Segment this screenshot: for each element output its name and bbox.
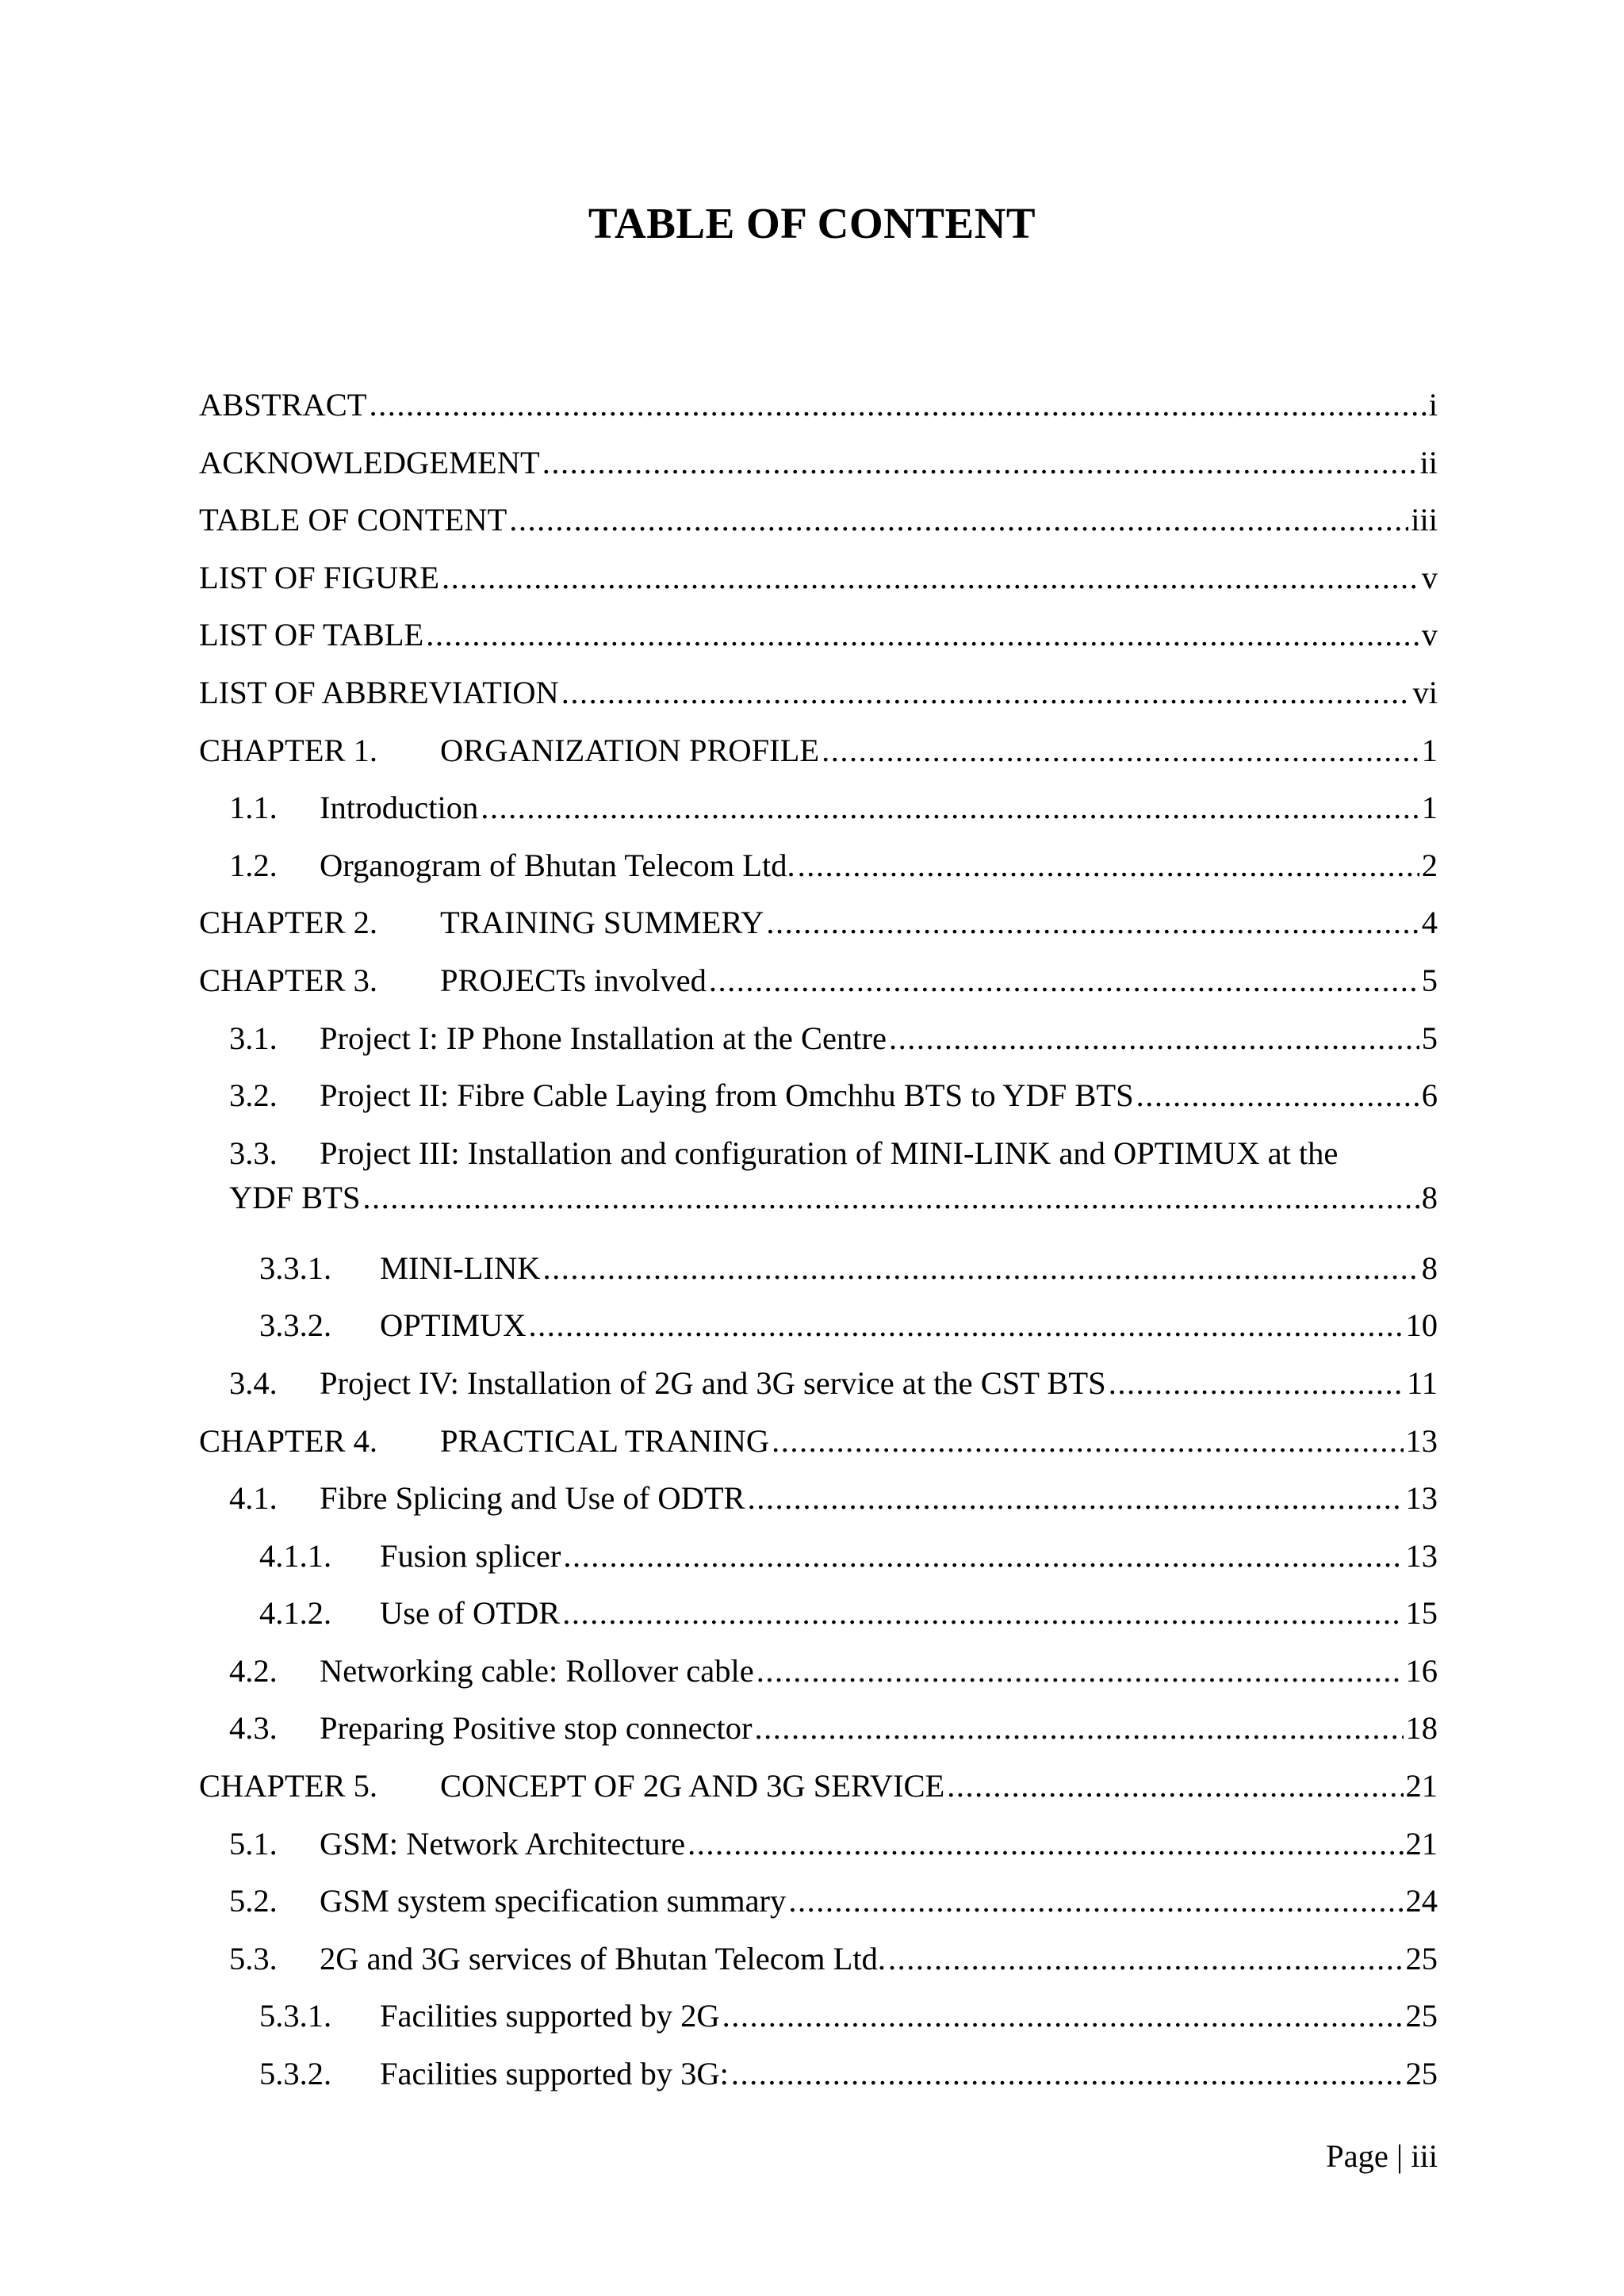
toc-entry-page: 6 <box>1421 1077 1438 1114</box>
dot-leader <box>748 1470 1404 1528</box>
dot-leader <box>722 1988 1404 2045</box>
toc-entry-number: 5.3.2. <box>259 2056 332 2092</box>
toc-entry-number: 1.2. <box>229 847 278 883</box>
toc-section-entry[interactable] <box>199 1700 1438 1758</box>
toc-subsection-entry[interactable] <box>199 1988 1438 2045</box>
toc-entry-label: Project IV: Installation of 2G and 3G service at the CST BTS <box>320 1364 1106 1401</box>
toc-entry-label: Preparing Positive stop connector <box>320 1710 753 1747</box>
toc-entry-label: TABLE OF CONTENT <box>199 502 508 538</box>
toc-entry-label-continued: YDF BTS <box>229 1179 361 1215</box>
dot-leader <box>889 1010 1419 1068</box>
dot-leader <box>362 1174 1419 1222</box>
dot-leader <box>766 894 1419 952</box>
dot-leader <box>756 1643 1404 1701</box>
toc-entry-page: 13 <box>1405 1422 1438 1459</box>
toc-entry-label: LIST OF FIGURE <box>199 559 440 595</box>
toc-entry-label: GSM system specification summary <box>320 1883 787 1919</box>
toc-entry-page: 5 <box>1421 962 1438 998</box>
dot-leader <box>1109 1355 1404 1413</box>
toc-subsection-entry[interactable] <box>199 1297 1438 1355</box>
dot-leader <box>1136 1067 1419 1125</box>
toc-entry-label: Facilities supported by 2G <box>380 1998 720 2034</box>
toc-entry-page: 18 <box>1405 1710 1438 1747</box>
toc-entry-number: 3.4. <box>229 1364 278 1401</box>
toc-entry-page: 25 <box>1405 1998 1438 2034</box>
toc-entry-page: 10 <box>1405 1307 1438 1344</box>
toc-entry-page: 2 <box>1421 847 1438 883</box>
toc-entry-label: PRACTICAL TRANING <box>440 1422 770 1459</box>
toc-chapter-entry[interactable] <box>199 1413 1438 1471</box>
toc-entry-label: Use of OTDR <box>380 1595 561 1632</box>
toc-entry-label: Facilities supported by 3G: <box>380 2056 729 2092</box>
toc-entry[interactable] <box>199 434 1438 492</box>
toc-entry-label: ORGANIZATION PROFILE <box>440 732 820 768</box>
dot-leader <box>562 1585 1403 1643</box>
toc-entry-page: 1 <box>1421 790 1438 826</box>
dot-leader <box>888 1931 1404 1988</box>
toc-entry-label: Project I: IP Phone Installation at the Centre <box>320 1020 887 1056</box>
dot-leader <box>822 722 1419 780</box>
toc-chapter-entry[interactable] <box>199 1758 1438 1816</box>
toc-entry-number: CHAPTER 4. <box>199 1422 378 1459</box>
toc-entry-number: 5.2. <box>229 1883 278 1919</box>
toc-entry-page: 13 <box>1405 1537 1438 1574</box>
toc-entry-label: MINI-LINK <box>380 1249 541 1286</box>
toc-section-entry[interactable] <box>199 779 1438 837</box>
toc-entry-label: LIST OF ABBREVIATION <box>199 674 559 710</box>
toc-entry-page: 5 <box>1421 1020 1438 1056</box>
toc-entry-label: Introduction <box>320 790 479 826</box>
dot-leader <box>563 1528 1403 1586</box>
toc-section-entry[interactable] <box>199 837 1438 895</box>
toc-entry-page: i <box>1428 387 1438 423</box>
toc-entry-label: TRAINING SUMMERY <box>440 905 764 941</box>
toc-entry-number: 1.1. <box>229 790 278 826</box>
toc-entry-label: LIST OF TABLE <box>199 617 424 653</box>
toc-chapter-entry[interactable] <box>199 722 1438 780</box>
dot-leader <box>798 837 1419 895</box>
toc-entry-number: 5.3. <box>229 1940 278 1976</box>
toc-chapter-entry[interactable] <box>199 894 1438 952</box>
toc-entry-page: 16 <box>1405 1652 1438 1689</box>
toc-entry-number: 4.2. <box>229 1652 278 1689</box>
dot-leader <box>561 664 1411 722</box>
toc-entry-page: iii <box>1411 502 1438 538</box>
toc-entry-page: 21 <box>1405 1825 1438 1862</box>
toc-subsection-entry[interactable] <box>199 1240 1438 1298</box>
toc-entry-page: 15 <box>1405 1595 1438 1632</box>
toc-entry-number: 4.1.1. <box>259 1537 332 1574</box>
toc-section-entry[interactable] <box>199 1125 1438 1174</box>
toc-entry-page: vi <box>1412 674 1438 710</box>
toc-section-entry[interactable] <box>199 1067 1438 1125</box>
toc-entry-label: Project III: Installation and configuration of MINI-LINK and OPTIMUX at the <box>320 1135 1339 1171</box>
page-footer: Page | iii <box>1326 2138 1438 2174</box>
toc-section-entry[interactable] <box>199 1355 1438 1413</box>
toc-entry-label: Fusion splicer <box>380 1537 561 1574</box>
toc-entry-page: v <box>1421 617 1438 653</box>
dot-leader <box>772 1413 1403 1471</box>
toc-entry-page: 1 <box>1421 732 1438 768</box>
toc-section-entry[interactable] <box>199 1931 1438 1988</box>
toc-entry[interactable] <box>199 377 1438 434</box>
toc-entry[interactable] <box>199 664 1438 722</box>
toc-entry-label: Project II: Fibre Cable Laying from Omchhu BTS to YDF BTS <box>320 1077 1134 1114</box>
toc-entry-page: 25 <box>1405 1940 1438 1976</box>
toc-entry-number: 3.3. <box>229 1135 278 1171</box>
toc-entry-number: CHAPTER 1. <box>199 732 378 768</box>
toc-entry-label: 2G and 3G services of Bhutan Telecom Ltd. <box>320 1940 886 1976</box>
toc-entry-number: 4.3. <box>229 1710 278 1747</box>
toc-entry-label: Networking cable: Rollover cable <box>320 1652 754 1689</box>
toc-entry-number: 5.3.1. <box>259 1998 332 2034</box>
toc-entry-label: CONCEPT OF 2G AND 3G SERVICE <box>440 1768 945 1804</box>
toc-entry-page: 25 <box>1405 2056 1438 2092</box>
toc-entry-page: 13 <box>1405 1480 1438 1517</box>
dot-leader <box>481 779 1419 837</box>
dot-leader <box>755 1700 1404 1758</box>
table-of-contents <box>199 377 1438 2103</box>
toc-entry-label: Fibre Splicing and Use of ODTR <box>320 1480 745 1517</box>
toc-chapter-entry[interactable] <box>199 952 1438 1010</box>
toc-entry-number: 3.2. <box>229 1077 278 1114</box>
toc-entry[interactable] <box>199 549 1438 607</box>
toc-entry-label: ACKNOWLEDGEMENT <box>199 444 540 480</box>
toc-entry-number: 3.1. <box>229 1020 278 1056</box>
dot-leader <box>426 607 1419 664</box>
toc-entry-number: CHAPTER 5. <box>199 1768 378 1804</box>
toc-section-entry[interactable] <box>199 1643 1438 1701</box>
toc-entry-label: ABSTRACT <box>199 387 367 423</box>
toc-entry[interactable] <box>199 492 1438 549</box>
toc-entry-number: 5.1. <box>229 1825 278 1862</box>
dot-leader <box>788 1873 1403 1931</box>
toc-entry-page: ii <box>1419 444 1438 480</box>
dot-leader <box>709 952 1419 1010</box>
toc-entry-label: OPTIMUX <box>380 1307 527 1344</box>
dot-leader <box>509 492 1408 549</box>
toc-section-entry-continuation[interactable] <box>199 1174 1438 1240</box>
toc-entry-page: 8 <box>1421 1179 1438 1215</box>
toc-entry-number: CHAPTER 2. <box>199 905 378 941</box>
dot-leader <box>542 434 1418 492</box>
dot-leader <box>442 549 1419 607</box>
toc-entry-number: 3.3.1. <box>259 1249 332 1286</box>
toc-section-entry[interactable] <box>199 1816 1438 1873</box>
toc-entry-page: v <box>1421 559 1438 595</box>
page-title: TABLE OF CONTENT <box>588 199 1036 247</box>
toc-entry[interactable] <box>199 607 1438 664</box>
toc-section-entry[interactable] <box>199 1873 1438 1931</box>
dot-leader <box>529 1297 1404 1355</box>
toc-entry-number: 4.1.2. <box>259 1595 332 1632</box>
toc-entry-number: 3.3.2. <box>259 1307 332 1344</box>
dot-leader <box>688 1816 1403 1873</box>
toc-entry-label: Organogram of Bhutan Telecom Ltd. <box>320 847 795 883</box>
toc-entry-page: 4 <box>1421 905 1438 941</box>
toc-subsection-entry[interactable] <box>199 2045 1438 2103</box>
toc-entry-page: 8 <box>1421 1249 1438 1286</box>
toc-subsection-entry[interactable] <box>199 1528 1438 1586</box>
toc-entry-label: GSM: Network Architecture <box>320 1825 686 1862</box>
toc-subsection-entry[interactable] <box>199 1585 1438 1643</box>
dot-leader <box>370 377 1427 434</box>
toc-entry-label: PROJECTs involved <box>440 962 707 998</box>
toc-entry-page: 11 <box>1407 1364 1438 1401</box>
dot-leader <box>947 1758 1403 1816</box>
toc-entry-number: CHAPTER 3. <box>199 962 378 998</box>
toc-entry-page: 24 <box>1405 1883 1438 1919</box>
dot-leader <box>731 2045 1404 2103</box>
dot-leader <box>542 1240 1419 1298</box>
toc-entry-page: 21 <box>1405 1768 1438 1804</box>
toc-section-entry[interactable] <box>199 1470 1438 1528</box>
toc-entry-number: 4.1. <box>229 1480 278 1517</box>
toc-section-entry[interactable] <box>199 1010 1438 1068</box>
